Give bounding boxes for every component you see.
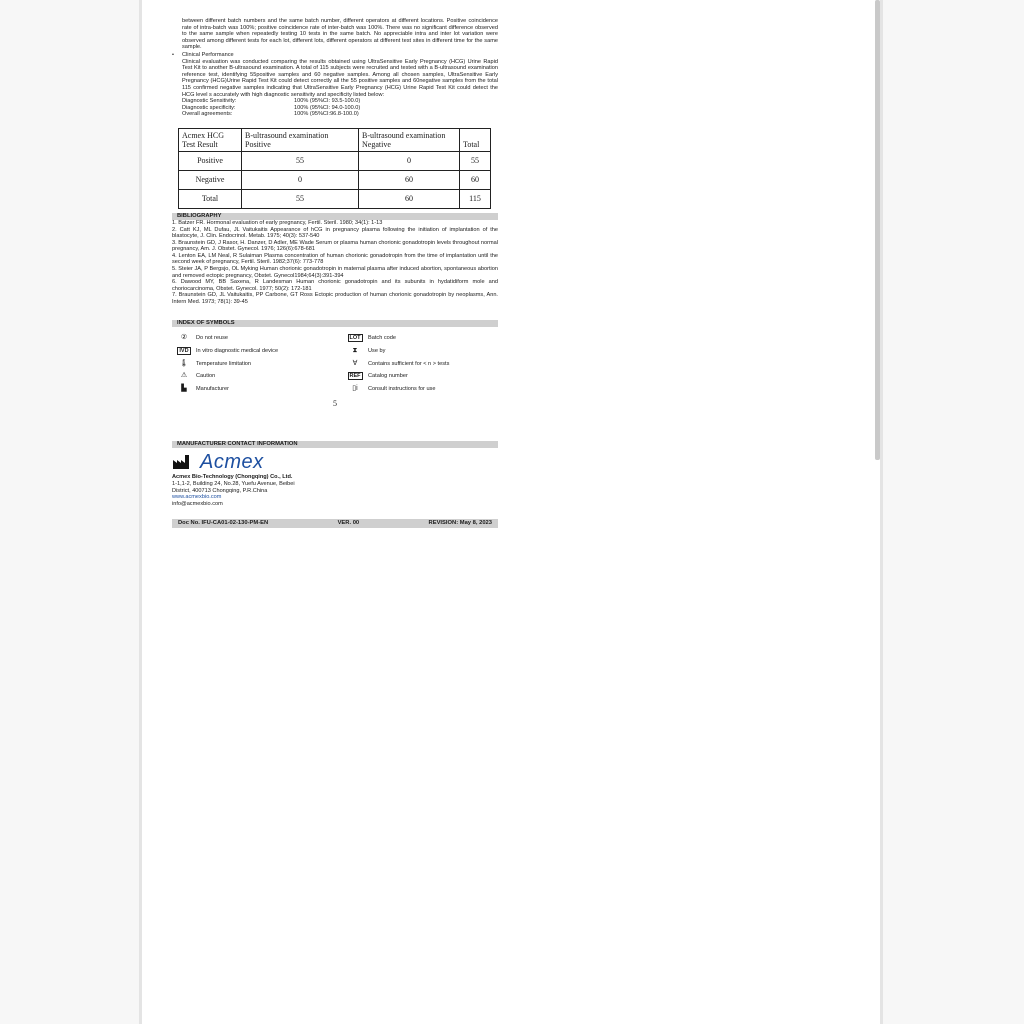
metric-overall-agreement [172,111,498,118]
symbol-label: Caution [196,373,216,380]
table-header-row [179,128,491,151]
bib-text: 7. Braunstein GD, JL Vaitukaitis, PP Carbone, GT Ross Ectopic production of human chorionic gonadotropin by neoplasms, Ann. Intern Med. 1973; 78(1): 39-45 [172,292,498,306]
metric-label: Overall agreements: [182,111,233,118]
header-line: Negative [362,139,391,149]
table-cell: 60 [460,170,491,189]
results-table [178,128,491,209]
symbols-heading: INDEX OF SYMBOLS [172,320,498,327]
table-header-cell: Total [460,128,491,151]
intro-paragraph: between different batch numbers and the same batch number, different operators at different locations. Positive coincidence rate of intra-batch was 100%; positive coincidence rate of inter-batch was 100%. There was no significant difference observed to the same sample when repeatedly testing 10 tests in the same batch. No appreciable intra and inter lot variation were observed among different tests for each lot, different lots, different operators at different test sites in different time for the same sample. [182,18,498,51]
symbols-grid [172,335,498,393]
bullet-dot: • [172,51,174,58]
symbol-label: In vitro diagnostic medical device [196,347,279,354]
bibliography-list [172,220,498,306]
symbol-label: Consult instructions for use [368,386,436,393]
bib-text: 6. Dawood MY, BB Saxena, R Landesman Human chorionic gonadotropin and its subunits in hydatidiform mole and choriocarcinoma, Obstet. Gynecol. 1977; 50(2): 172-181 [172,279,498,292]
header-line: Positive [245,139,271,149]
clinical-paragraph: Clinical evaluation was conducted comparing the results obtained using UltraSensitive Early Pregnancy (HCG) Urine Rapid Test Kit to another B-ultrasound examination. A total of 115 subjects were recruited and tested with a B-ultrasound examination reference test, identifying 55positive samples and 60 negative samples. Among all chosen samples, UltraSensitive Early Pregnancy (HCG)Urine Rapid Test Kit could detect correctly all the 55 positive samples and 60negative samples from the total 115 confirmed negative samples indicating that UltraSensitive Early Pregnancy (HCG) Urine Rapid Test Kit could detect the HCG level s accurately with high diagnostic sensitivity and specificity listed below: [182,58,498,98]
caution-icon: ⚠ [180,372,188,380]
list-item [172,240,498,253]
hourglass-icon: ⧗ [352,346,358,354]
table-row [179,189,491,208]
viewer-left-margin [0,0,140,1024]
symbol-label: Manufacturer [196,386,229,393]
document-footer [172,519,498,528]
doc-number: Doc No. IFU-CA01-02-130-PM-EN [178,520,269,527]
list-item [172,220,498,227]
table-cell: Total [179,189,242,208]
symbol-label: Do not reuse [196,334,229,341]
metric-value: 100% (95%CI: 93.5-100.0) [294,98,361,105]
page-right-edge [880,0,883,1024]
symbol-label: Catalog number [368,373,408,380]
factory-icon [172,454,192,470]
header-line: Test Result [182,139,218,149]
lot-glyph: LOT [349,334,361,341]
manufacturer-heading: MANUFACTURER CONTACT INFORMATION [172,441,498,448]
instructions-icon: ▯i [352,385,358,393]
table-cell: Negative [179,170,242,189]
bib-text: 1. Batzer FR. Hormonal evaluation of early pregnancy, Fertil. Steril. 1980; 34(1): 1-13 [172,219,383,226]
metric-value: 100% (95%CI: 94.0-100.0) [294,104,361,111]
table-cell: 55 [242,151,359,170]
list-item [172,279,498,292]
table-header-cell [179,128,242,151]
header-line: B-ultrasound examination [245,130,329,140]
company-name: Acmex Bio-Technology (Chongqing) Co., Ltd. [172,474,293,481]
logo-text: Acmex [200,451,264,474]
table-header-cell [359,128,460,151]
manufacturer-icon: ▙ [181,385,187,393]
list-item [172,253,498,266]
table-cell: 0 [242,170,359,189]
table-row [179,151,491,170]
table-cell: Positive [179,151,242,170]
address-line: 1-1,1-2, Building 24, No.28, Yuefu Avenue, Beibei [172,481,295,487]
viewer-right-margin [883,0,1024,1024]
metric-label: Diagnostic Sensitivity: [182,98,237,105]
table-cell: 55 [460,151,491,170]
symbol-label: Contains sufficient for < n > tests [368,360,450,367]
bib-text: 3. Braunstein GD, J Rasor, H. Danzer, D Adler, ME Wade Serum or plasma human chorionic gonadotropin levels throughout normal pregnancy, Am. J. Obstet. Gynecol. 1976; 126(6):678-681 [172,239,498,253]
ref-icon [342,373,368,380]
list-item [172,227,498,240]
metric-value: 100% (95%CI:96.8-100.0) [294,111,359,118]
metric-specificity [172,105,498,112]
lot-icon [342,335,368,342]
table-cell: 0 [359,151,460,170]
symbol-label: Temperature limitation [196,360,252,367]
ivd-icon [172,348,196,355]
thermometer-icon: 🌡 [179,359,189,367]
email-text: info@acmexbio.com [172,500,223,507]
address-line: District, 400713 Chongqing, P.R.China [172,487,268,494]
table-cell: 55 [242,189,359,208]
table-cell: 115 [460,189,491,208]
list-item [172,266,498,279]
do-not-reuse-icon: ② [180,333,188,341]
clinical-heading: Clinical Performance [182,51,234,58]
symbol-label: Use by [368,347,386,354]
bibliography-heading: BIBLIOGRAPHY [172,213,498,220]
bib-text: 4. Lenton EA, LM Neal, R Sulaiman Plasma concentration of human chorionic gonadotropin from the time of implantation until the second week of pregnancy, Fertil. Steril. 1982;37(6): 773-778 [172,252,498,266]
website-link[interactable]: www.acmexbio.com [172,494,222,501]
doc-version: VER. 00 [337,520,360,527]
vertical-scrollbar-thumb[interactable] [875,0,880,460]
table-header-cell [242,128,359,151]
doc-revision: REVISION: May 8, 2023 [428,520,492,527]
page-number: 5 [333,398,337,408]
bib-text: 2. Catt KJ, ML Dufau, JL Vaitukaitis Appearance of hCG in pregnancy plasma following the initiation of implantation of the blastocyte, J. Clin. Endocrinol. Metab. 1975; 40(3): 537-540 [172,226,498,240]
company-logo [172,451,498,474]
table-cell: 60 [359,170,460,189]
list-item [172,292,498,305]
table-row [179,170,491,189]
bib-text: 5. Steier JA, P Bergsjo, OL Myking Human chorionic gonadotropin in maternal plasma after induced abortion, spontaneous abortion and removed ectopic pregnancy, Obstet. Gynecol1984;64(3):391-394 [172,266,498,279]
document-page [172,18,498,528]
ref-glyph: REF [349,373,361,380]
header-line: B-ultrasound examination [362,130,446,140]
table-cell: 60 [359,189,460,208]
sufficient-tests-icon: ∀ [352,359,358,367]
header-line: Acmex HCG [182,130,224,140]
metric-label: Diagnostic specificity: [182,104,236,111]
page-left-edge [139,0,142,1024]
metric-sensitivity [172,98,498,105]
clinical-performance-bullet [172,52,498,59]
symbol-label: Batch code [368,334,396,341]
ivd-glyph: IVD [179,347,189,354]
